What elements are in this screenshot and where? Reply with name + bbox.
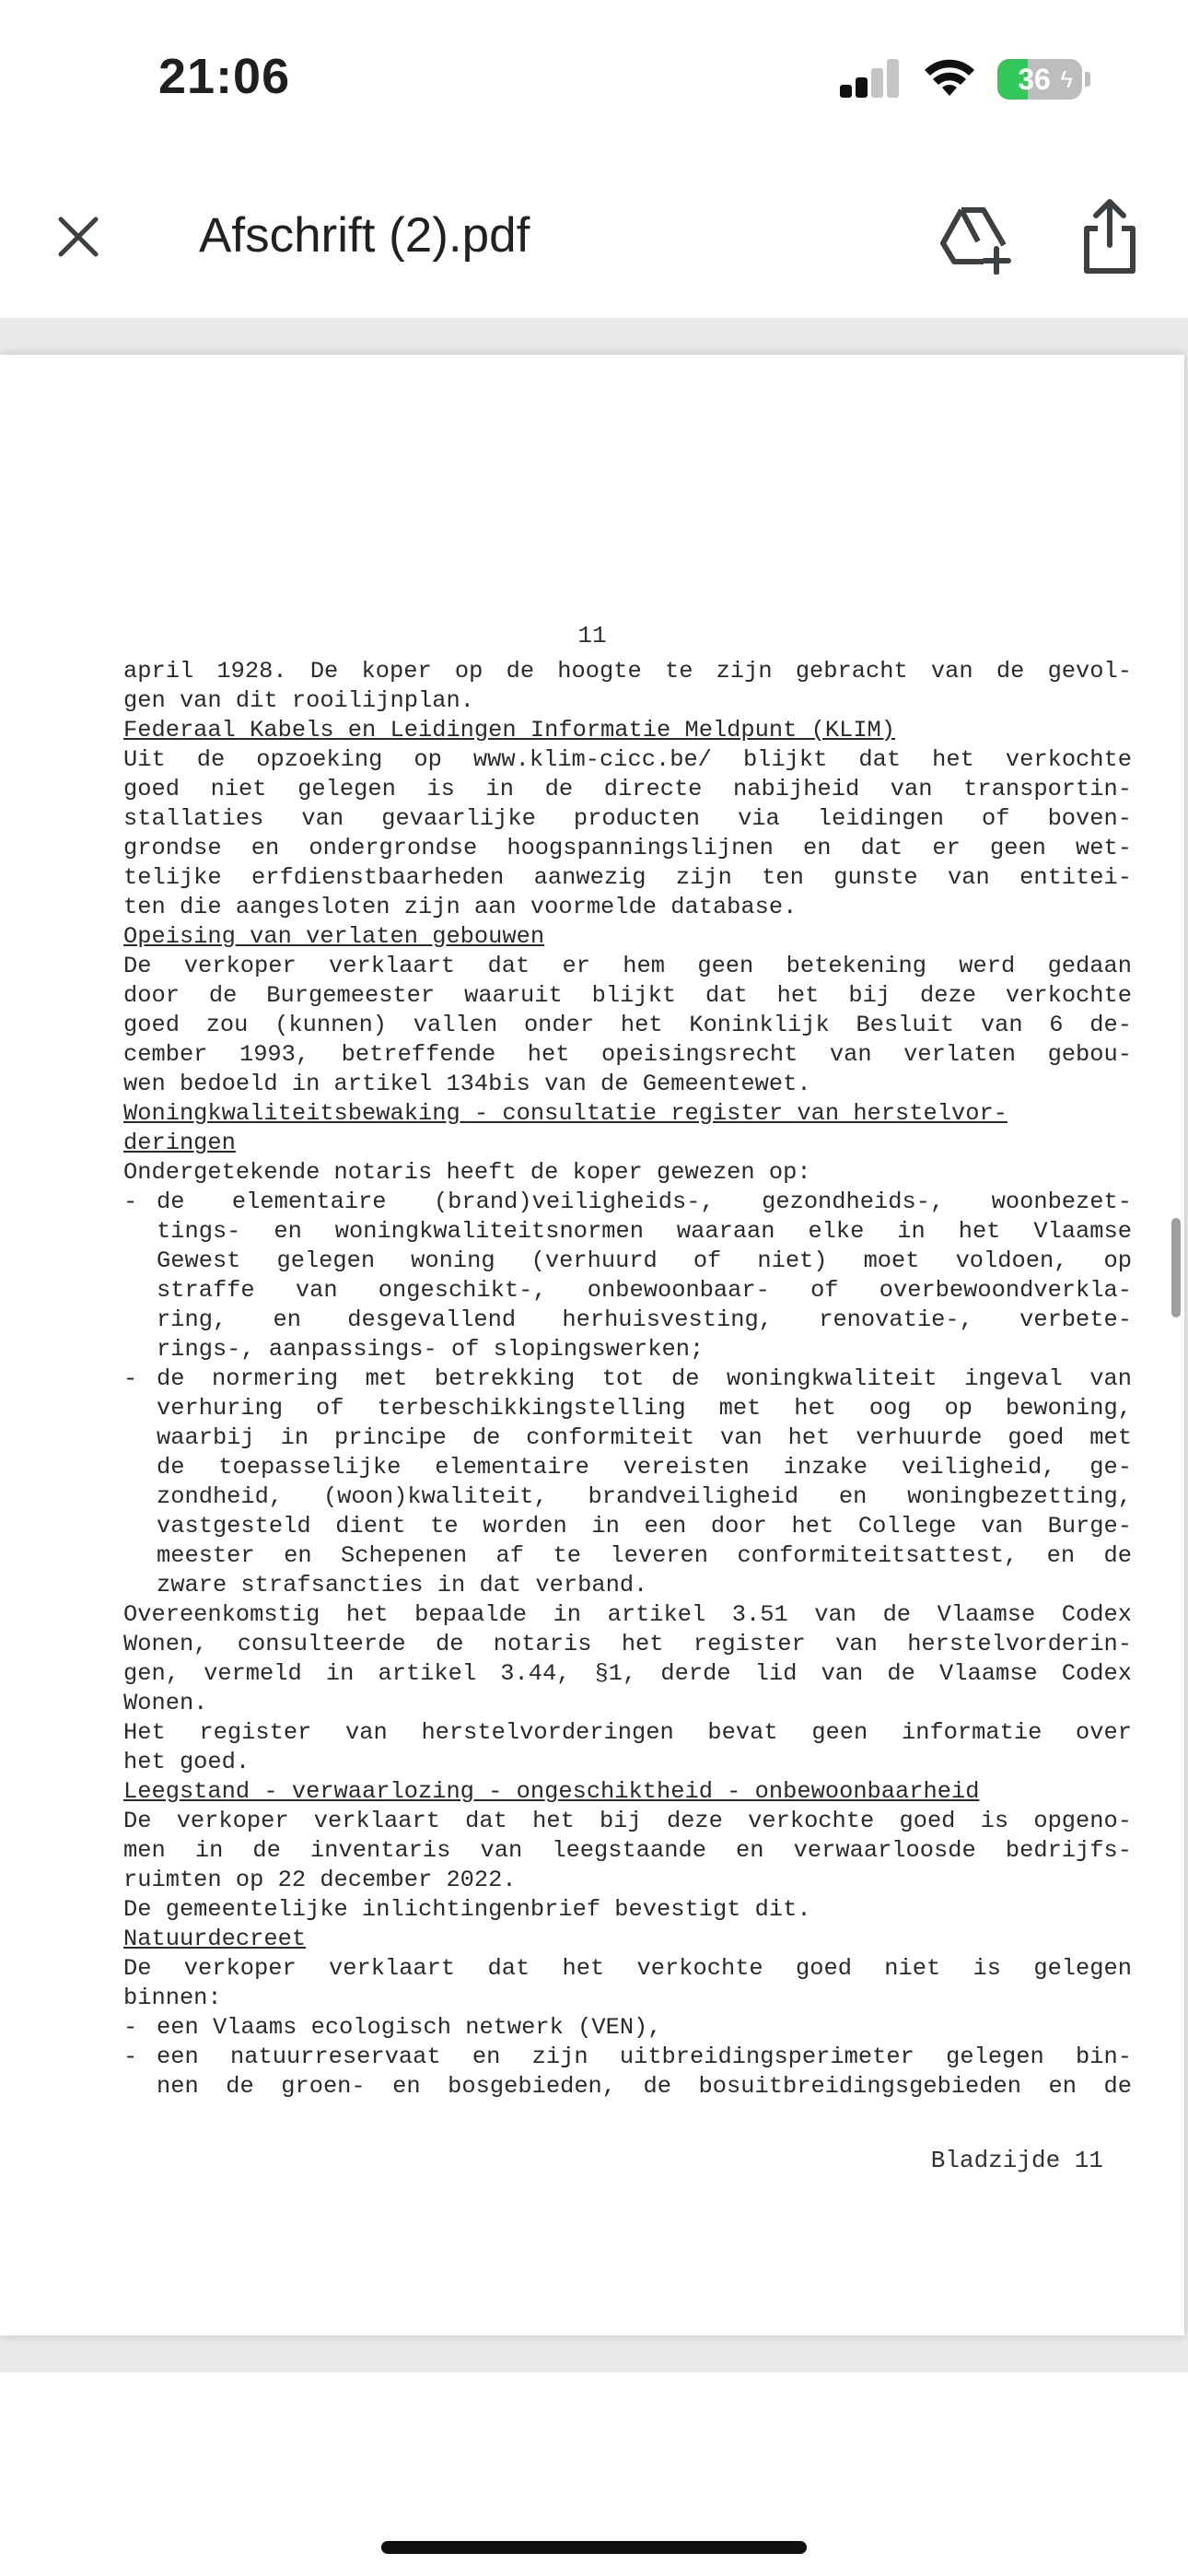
text-line: een Vlaams ecologisch netwerk (VEN), [157,2014,662,2041]
section-heading: Opeising van verlaten gebouwen [123,923,545,950]
bullet-item [123,2013,1132,2043]
status-time: 21:06 [158,49,291,104]
text-line: Het register van herstelvorderingen bevat geen informatie over [123,1719,1132,1746]
text-line: tings- en woningkwaliteitsnormen waaraan elke in het Vlaamse [157,1218,1132,1245]
text-line: waarbij in principe de conformiteit van het verhuurde goed met [157,1424,1132,1451]
text-line: Uit de opzoeking op www.klim-cicc.be/ blijkt dat het verkochte [123,746,1132,773]
app-header [0,157,1188,318]
page-footer: Bladzijde 11 [930,2147,1103,2174]
text-line: door de Burgemeester waaruit blijkt dat het bij deze verkochte [123,982,1132,1009]
text-line: goed zou (kunnen) vallen onder het Koninklijk Besluit van 6 de- [123,1012,1132,1038]
cellular-signal-icon [840,57,901,98]
battery-cap [1085,72,1090,87]
share-icon [1076,197,1144,276]
text-line: het goed. [123,1749,250,1775]
text-line: april 1928. De koper op de hoogte te zijn gebracht van de gevol- [123,658,1132,685]
bullet-item [123,1188,1132,1217]
section-heading: Federaal Kabels en Leidingen Informatie Meldpunt (KLIM) [123,717,896,744]
text-line: wen bedoeld in artikel 134bis van de Gemeentewet. [123,1071,811,1097]
document-title: Afschrift (2).pdf [199,208,530,263]
section-heading: Natuurdecreet [123,1926,307,1952]
text-line: zondheid, (woon)kwaliteit, brandveiligheid en woningbezetting, [157,1483,1132,1510]
text-line: gen van dit rooilijnplan. [123,687,474,714]
pdf-viewer[interactable] [0,318,1188,2372]
bullet-item [123,2043,1132,2072]
text-line: Wonen. [123,1690,208,1716]
battery-level-text: 36 [1018,63,1051,96]
text-line: Gewest gelegen woning (verhuurd of niet) moet voldoen, op [157,1247,1132,1274]
text-line: een natuurreservaat en zijn uitbreidingsperimeter gelegen bin- [157,2043,1132,2070]
text-line: ten die aangesloten zijn aan voormelde database. [123,894,798,920]
text-line: binnen: [123,1985,222,2011]
text-line: men in de inventaris van leegstaande en verwaarloosde bedrijfs- [123,1837,1132,1864]
text-line: grondse en ondergrondse hoogspanningslijnen en dat er geen wet- [123,835,1132,861]
text-line: De verkoper verklaart dat het bij deze verkochte goed is opgeno- [123,1808,1132,1834]
text-line: rings-, aanpassings- of slopingswerken; [157,1336,705,1363]
text-line: de toepasselijke elementaire vereisten inzake veiligheid, ge- [157,1454,1132,1481]
text-line: zware strafsancties in dat verband. [157,1572,648,1598]
bullet-marker: - [123,1365,138,1392]
text-line: Overeenkomstig het bepaalde in artikel 3.51 van de Vlaamse Codex [123,1601,1132,1628]
wifi-icon [924,57,975,98]
bullet-marker: - [123,2014,138,2041]
text-line: de elementaire (brand)veiligheids-, gezondheids-, woonbezet- [157,1188,1132,1215]
text-line: stallaties van gevaarlijke producten via leidingen of boven- [123,805,1132,832]
text-line: verhuring of terbeschikkingstelling met het oog op bewoning, [157,1395,1132,1422]
text-line: ruimten op 22 december 2022. [123,1867,517,1893]
text-line: gen, vermeld in artikel 3.44, §1, derde lid van de Vlaamse Codex [123,1660,1132,1687]
text-line: cember 1993, betreffende het opeisingsrecht van verlaten gebou- [123,1041,1132,1068]
text-line: goed niet gelegen is in de directe nabijheid van transportin- [123,776,1132,802]
text-line: De gemeentelijke inlichtingenbrief bevestigt dit. [123,1896,811,1923]
text-line: ring, en desgevallend herhuisvesting, renovatie-, verbete- [157,1306,1132,1333]
text-line: meester en Schepenen af te leveren conformiteitsattest, en de [157,1542,1132,1569]
text-line: telijke erfdienstbaarheden aanwezig zijn ten gunste van entitei- [123,864,1132,891]
page-number: 11 [577,622,607,650]
add-to-drive-icon [938,201,1015,275]
text-line: Wonen, consulteerde de notaris het register van herstelvorderin- [123,1631,1132,1657]
text-line: Ondergetekende notaris heeft de koper gewezen op: [123,1159,811,1186]
share-button[interactable] [1076,197,1144,276]
text-line: vastgesteld dient te worden in een door het College van Burge- [157,1513,1132,1540]
scrollbar-thumb[interactable] [1171,1218,1181,1317]
section-heading: deringen [123,1130,236,1156]
text-line: de normering met betrekking tot de woningkwaliteit ingeval van [157,1365,1132,1392]
text-line: De verkoper verklaart dat het verkochte goed niet is gelegen [123,1955,1132,1982]
close-icon [57,216,99,258]
close-button[interactable] [46,205,111,269]
section-heading: Woningkwaliteitsbewaking - consultatie register van herstelvor- [123,1100,1007,1127]
text-line: De verkoper verklaart dat er hem geen betekening werd gedaan [123,953,1132,979]
add-to-drive-button[interactable] [938,201,1015,275]
pdf-page [0,355,1184,2336]
section-heading: Leegstand - verwaarlozing - ongeschiktheid - onbewoonbaarheid [123,1778,980,1805]
page-body-text [123,657,1132,2102]
bullet-marker: - [123,2043,138,2070]
text-line: straffe van ongeschikt-, onbewoonbaar- of overbewoondverkla- [157,1277,1132,1304]
status-bar [0,0,1188,157]
home-indicator[interactable] [381,2541,807,2554]
battery-charging-icon [997,59,1082,100]
charging-bolt-icon: ϟ [1060,65,1073,93]
bullet-marker: - [123,1188,138,1215]
bullet-item [123,1364,1132,1394]
text-line: nen de groen- en bosgebieden, de bosuitbreidingsgebieden en de [157,2073,1132,2100]
